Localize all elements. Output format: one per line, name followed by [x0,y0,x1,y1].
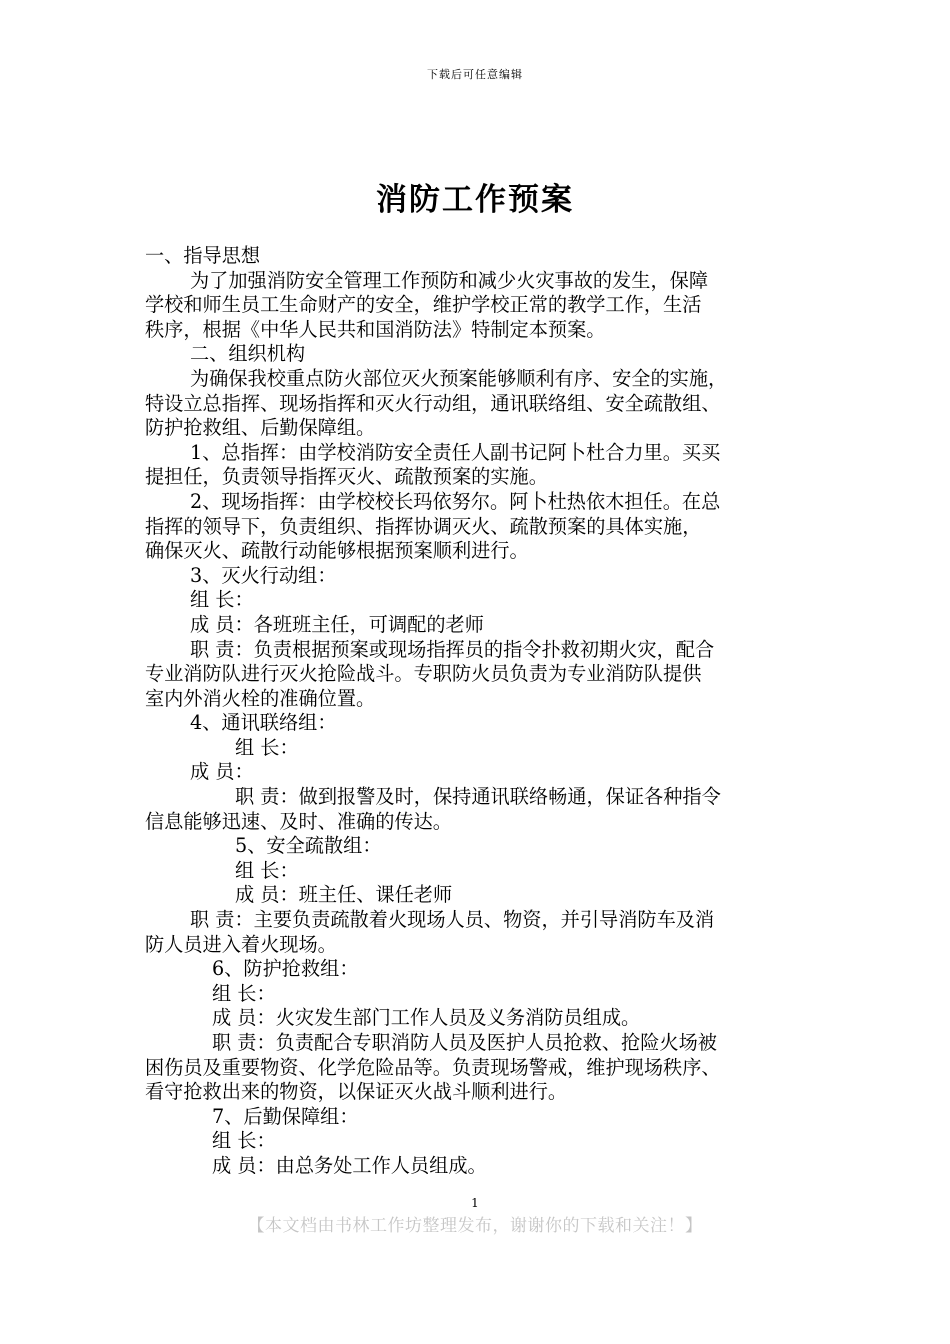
paragraph-line: 秩序，根据《中华人民共和国消防法》特制定本预案。 [145,317,606,341]
role-line: 组 长： [235,858,299,882]
role-line: 组 长： [212,1129,276,1153]
role-line: 组 长： [190,588,254,612]
role-line: 职 责：主要负责疏散着火现场人员、物资，并引导消防车及消 [190,908,715,932]
role-line: 组 长： [235,735,299,759]
paragraph-line: 2、现场指挥：由学校校长玛依努尔。阿卜杜热依木担任。在总 [190,489,721,513]
paragraph-line: 信息能够迅速、及时、准确的传达。 [145,809,452,833]
paragraph-line: 看守抢救出来的物资，以保证灭火战斗顺利进行。 [145,1080,568,1104]
role-line: 成 员：各班班主任，可调配的老师 [190,612,484,636]
role-line: 成 员：班主任、课任老师 [235,883,453,907]
paragraph-line: 专业消防队进行灭火抢险战斗。专职防火员负责为专业消防队提供 [145,662,702,686]
paragraph-line: 特设立总指挥、现场指挥和灭火行动组，通讯联络组、安全疏散组、 [145,391,721,415]
role-line: 职 责：负责根据预案或现场指挥员的指令扑救初期火灾，配合 [190,637,715,661]
paragraph-line: 确保灭火、疏散行动能够根据预案顺利进行。 [145,539,529,563]
section-heading: 二、组织机构 [190,342,306,366]
role-line: 职 责：负责配合专职消防人员及医护人员抢救、抢险火场被 [212,1031,717,1054]
paragraph-line: 学校和师生员工生命财产的安全，维护学校正常的教学工作，生活 [145,293,702,317]
paragraph-line: 为了加强消防安全管理工作预防和减少火灾事故的发生，保障 [190,268,709,292]
subsection-heading: 3、灭火行动组： [190,563,337,587]
document-title: 消防工作预案 [376,182,574,218]
paragraph-line: 防护抢救组、后勤保障组。 [145,416,376,440]
role-line: 成 员： [190,760,254,784]
role-line: 成 员：由总务处工作人员组成。 [212,1153,487,1177]
role-line: 成 员：火灾发生部门工作人员及义务消防员组成。 [212,1006,641,1030]
subsection-heading: 5、安全疏散组： [235,834,382,858]
page-footer: 【本文档由书林工作坊整理发布，谢谢你的下载和关注！】 [247,1216,703,1236]
page-number: 1 [471,1196,479,1210]
paragraph-line: 困伤员及重要物资、化学危险品等。负责现场警戒，维护现场秩序、 [145,1055,721,1079]
section-heading: 一、指导思想 [145,244,261,267]
paragraph-line: 1、总指挥：由学校消防安全责任人副书记阿卜杜合力里。买买 [190,440,721,464]
subsection-heading: 6、防护抢救组： [212,957,359,981]
subsection-heading: 4、通讯联络组： [190,711,337,735]
role-line: 职 责：做到报警及时，保持通讯联络畅通，保证各种指令 [235,785,721,809]
paragraph-line: 提担任，负责领导指挥灭火、疏散预案的实施。 [145,465,548,489]
paragraph-line: 为确保我校重点防火部位灭火预案能够顺利有序、安全的实施， [190,366,728,390]
role-line: 组 长： [212,981,276,1005]
page-header: 下载后可任意编辑 [427,68,523,81]
paragraph-line: 指挥的领导下，负责组织、指挥协调灭火、疏散预案的具体实施， [145,514,702,538]
paragraph-line: 室内外消火栓的准确位置。 [145,686,376,710]
subsection-heading: 7、后勤保障组： [212,1104,359,1128]
paragraph-line: 防人员进入着火现场。 [145,932,337,956]
document-body [145,244,810,1179]
